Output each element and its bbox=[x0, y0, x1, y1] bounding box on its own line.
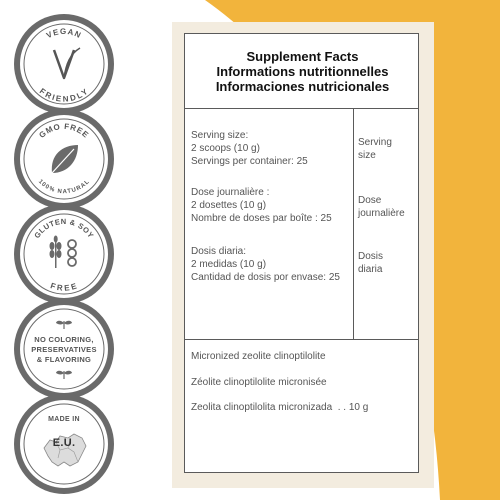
coloring-line-1: NO COLORING, bbox=[34, 335, 94, 344]
no-coloring-badge bbox=[20, 305, 108, 393]
serving-en-line-3: Servings per container: 25 bbox=[191, 156, 308, 167]
serving-label-es-2: diaria bbox=[358, 264, 383, 275]
gluten-bottom-text: FREE bbox=[49, 281, 79, 293]
serving-block-en bbox=[191, 129, 308, 168]
serving-label-fr-2: journalière bbox=[358, 208, 405, 219]
serving-label-en-1: Serving bbox=[358, 137, 392, 148]
serving-fr-line-3: Nombre de doses par boîte : 25 bbox=[191, 213, 332, 224]
ingredient-en: Micronized zeolite clinoptilolite bbox=[191, 351, 326, 362]
coloring-line-3: & FLAVORING bbox=[36, 355, 92, 364]
gmo-top-text: GMO FREE bbox=[37, 121, 91, 140]
serving-es-line-2: 2 medidas (10 g) bbox=[191, 259, 267, 270]
serving-es-line-1: Dosis diaria: bbox=[191, 246, 247, 257]
serving-label-fr bbox=[358, 194, 405, 220]
title-es: Informaciones nutricionales bbox=[215, 79, 390, 94]
facts-title bbox=[185, 49, 420, 94]
leaf-icon bbox=[52, 145, 78, 173]
serving-en-line-1: Serving size: bbox=[191, 130, 249, 141]
svg-text:FRIENDLY bbox=[38, 87, 90, 104]
vegan-top-text: VEGAN bbox=[44, 26, 83, 41]
serving-block-fr bbox=[191, 186, 332, 225]
ingredient-fr: Zéolite clinoptilolite micronisée bbox=[191, 377, 327, 388]
serving-es-line-3: Cantidad de dosis por envase: 25 bbox=[191, 272, 340, 283]
serving-label-es-1: Dosis bbox=[358, 251, 384, 262]
divider-top bbox=[185, 108, 418, 109]
serving-fr-line-2: 2 dosettes (10 g) bbox=[191, 200, 267, 211]
svg-text:VEGAN bbox=[45, 27, 83, 40]
divider-middle bbox=[185, 339, 418, 340]
eu-center-text: E.U. bbox=[52, 437, 76, 449]
title-fr: Informations nutritionnelles bbox=[216, 64, 389, 79]
soy-icon bbox=[68, 240, 76, 266]
sprout-icon bbox=[56, 321, 72, 329]
gluten-soy-free-badge bbox=[20, 210, 108, 298]
ingredient-es: Zeolita clinoptilolita micronizada . . 10 g bbox=[191, 402, 369, 413]
serving-fr-line-1: Dose journalière : bbox=[191, 187, 270, 198]
svg-text:100% NATURAL bbox=[37, 179, 91, 195]
supplement-facts-table bbox=[184, 33, 419, 473]
serving-block-es bbox=[191, 245, 340, 284]
gluten-top-text: GLUTEN & SOY bbox=[32, 216, 96, 240]
vegan-friendly-badge bbox=[20, 20, 108, 108]
serving-en-line-2: 2 scoops (10 g) bbox=[191, 143, 260, 154]
wheat-icon bbox=[50, 236, 62, 269]
gmo-free-badge bbox=[20, 115, 108, 203]
vegan-v-icon bbox=[54, 48, 80, 78]
serving-label-en-2: size bbox=[358, 150, 376, 161]
divider-vertical bbox=[353, 108, 354, 340]
coloring-line-2: PRESERVATIVES bbox=[31, 345, 97, 354]
gmo-bottom-text: 100% NATURAL bbox=[36, 178, 92, 196]
eu-top-text: MADE IN bbox=[48, 416, 80, 423]
serving-label-es bbox=[358, 250, 383, 276]
svg-text:FREE bbox=[49, 281, 78, 292]
sprout-icon-bottom bbox=[56, 371, 72, 379]
made-in-eu-badge bbox=[20, 400, 108, 488]
title-en: Supplement Facts bbox=[246, 49, 359, 64]
serving-label-fr-1: Dose bbox=[358, 195, 382, 206]
svg-text:GMO FREE bbox=[37, 122, 90, 140]
vegan-bottom-text: FRIENDLY bbox=[37, 86, 91, 104]
serving-label-en bbox=[358, 136, 392, 162]
